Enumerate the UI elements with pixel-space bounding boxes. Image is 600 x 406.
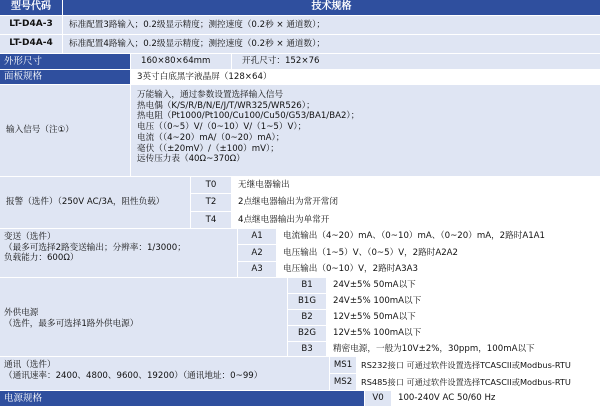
transmit-code: A2 (238, 245, 276, 261)
transmit-description: 电流输出（4~20）mA、（0~10）mA、（0~20）mA，2路时A1A1 (277, 229, 600, 244)
input-signal-options (131, 85, 600, 176)
alarm-description: 2点继电器输出为常开常闭 (232, 194, 600, 211)
model-code: LT-D4A-3 (0, 16, 62, 34)
power-out-code: B2 (288, 310, 326, 325)
alarm-label: 报警（选件）（250V AC/3A，阻性负载） (0, 177, 190, 228)
input-line: 热电偶（K/S/R/B/N/E/J/T/WR325/WR526）； (137, 100, 315, 111)
transmit-label-line: 变送（选件） (4, 232, 56, 242)
panel-label: 面板规格 (0, 70, 130, 84)
power-out-label (0, 278, 287, 356)
power-spec-label: 电源规格 (0, 391, 364, 406)
alarm-code: T0 (191, 177, 231, 193)
comm-label-line: 通讯（选件） (4, 360, 56, 370)
input-line: 毫伏（（±20mV）/（±100）mV）； (137, 143, 279, 154)
comm-description: RS232接口 可通过软件设置选择TCASCII或Modbus-RTU (357, 357, 600, 373)
comm-code: MS2 (330, 374, 356, 390)
input-line: 电压（（0~5）V/（0~10）V/（1~5）V）； (137, 122, 307, 133)
model-description: 标准配置3路输入；0.2级显示精度；测控速度（0.2秒 × 通道数）； (63, 16, 600, 34)
input-signal-label: 输入信号（注①） (0, 85, 130, 176)
input-line: 远传压力表（40Ω~370Ω） (137, 154, 245, 165)
power-out-description: 精密电源，一般为10V±2%，30ppm，100mA以下 (327, 342, 600, 356)
alarm-code: T4 (191, 212, 231, 228)
panel-value: 3英寸白底黑字液晶屏（128×64） (131, 70, 600, 84)
input-line: 万能输入，通过参数设置选择输入信号 (137, 90, 284, 100)
input-line: 热电阻（Pt1000/Pt100/Cu100/Cu50/G53/BA1/BA2）； (137, 111, 360, 122)
model-code-header: 型号代码 (0, 0, 62, 15)
comm-description: RS485接口 可通过软件设置选择TCASCII或Modbus-RTU (357, 374, 600, 390)
input-line: 电流（（4~20）mA/（0~20）mA）； (137, 132, 285, 143)
power-out-code: B3 (288, 342, 326, 356)
transmit-description: 电压输出（1~5）V、（0~5）V，2路时A2A2 (277, 245, 600, 261)
alarm-description: 无继电器输出 (232, 177, 600, 193)
transmit-code: A1 (238, 229, 276, 244)
transmit-label (0, 229, 237, 277)
power-out-label-line: （选件，最多可选择1路外供电源） (4, 318, 139, 329)
power-out-description: 12V±5% 100mA以下 (327, 326, 600, 341)
model-description: 标准配置4路输入；0.2级显示精度；测控速度（0.2秒 × 通道数）； (63, 35, 600, 53)
comm-label (0, 357, 329, 390)
power-out-description: 24V±5% 50mA以下 (327, 278, 600, 293)
power-spec-code: V0 (365, 391, 391, 406)
power-out-code: B2G (288, 326, 326, 341)
power-out-code: B1G (288, 294, 326, 309)
spec-header: 技术规格 (63, 0, 600, 15)
alarm-code: T2 (191, 194, 231, 211)
transmit-label-line: （最多可选择2路变送输出；分辨率：1/3000； (4, 242, 186, 253)
power-out-description: 24V±5% 100mA以下 (327, 294, 600, 309)
comm-code: MS1 (330, 357, 356, 373)
transmit-description: 电压输出（0~10）V，2路时A3A3 (277, 262, 600, 277)
transmit-code: A3 (238, 262, 276, 277)
power-out-code: B1 (288, 278, 326, 293)
transmit-label-line: 负载能力：600Ω） (4, 253, 79, 264)
power-out-label-line: 外供电源 (4, 308, 39, 318)
dimensions-label: 外形尺寸 (0, 54, 130, 69)
dimensions-size: 160×80×64mm (131, 54, 231, 69)
power-out-description: 12V±5% 50mA以下 (327, 310, 600, 325)
alarm-description: 4点继电器输出为单常开 (232, 212, 600, 228)
model-code: LT-D4A-4 (0, 35, 62, 53)
cutout-size: 开孔尺寸：152×76 (232, 54, 600, 69)
comm-label-line: （通讯速率：2400、4800、9600、19200）（通讯地址：0~99） (4, 370, 263, 381)
power-spec-description: 100-240V AC 50/60 Hz (392, 391, 600, 406)
